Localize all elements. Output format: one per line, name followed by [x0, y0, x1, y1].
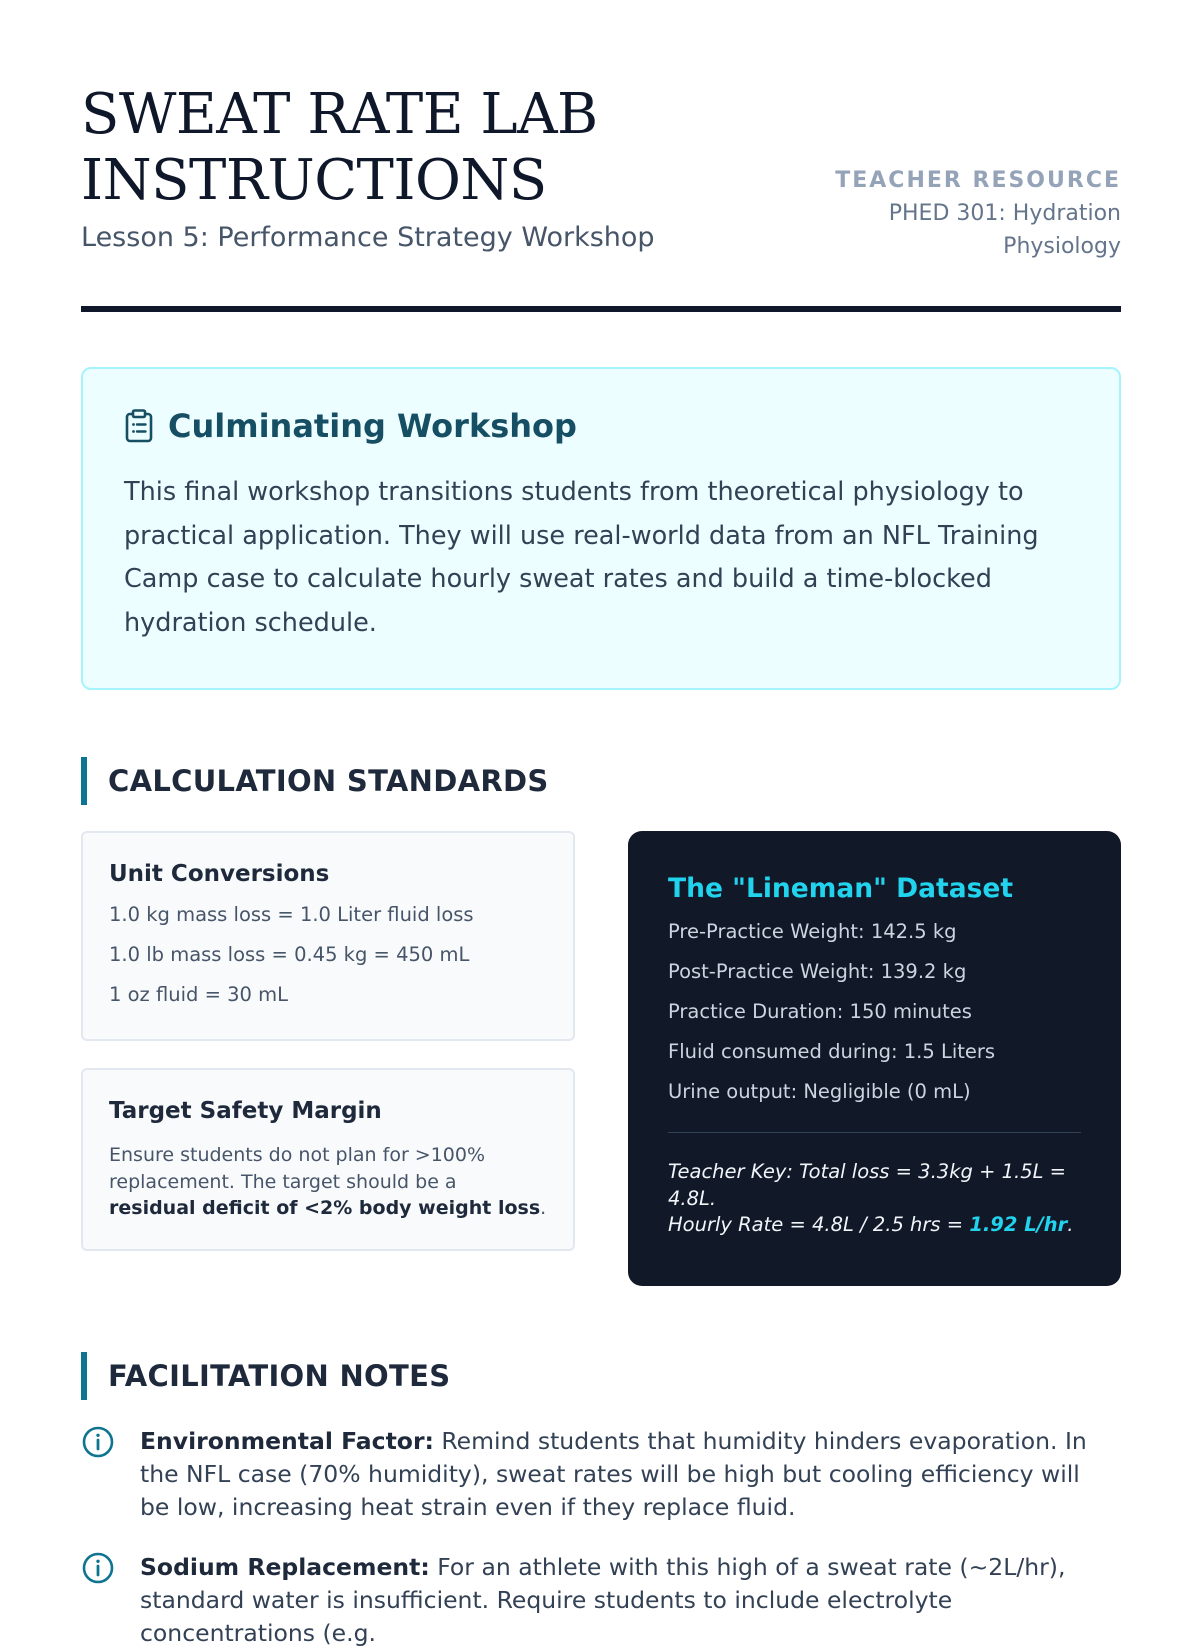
note-text [140, 1551, 1100, 1650]
info-icon [81, 1425, 115, 1459]
clipboard-icon [124, 409, 154, 443]
page-title-line1: SWEAT RATE LAB [81, 82, 598, 147]
section-title: CALCULATION STANDARDS [108, 764, 549, 798]
facilitation-notes-heading [81, 1352, 450, 1400]
hourly-rate-answer: 1.92 L/hr [969, 1213, 1068, 1236]
safety-margin-card [81, 1068, 575, 1251]
conversion-item: 1.0 lb mass loss = 0.45 kg = 450 mL [109, 943, 470, 966]
facilitation-note [81, 1425, 1121, 1524]
workshop-title: Culminating Workshop [168, 407, 577, 445]
dataset-item: Pre-Practice Weight: 142.5 kg [668, 920, 957, 943]
calculation-standards-heading [81, 757, 549, 805]
note-label: Sodium Replacement: [140, 1553, 430, 1581]
dataset-item: Fluid consumed during: 1.5 Liters [668, 1040, 996, 1063]
info-icon [81, 1551, 115, 1585]
note-label: Environmental Factor: [140, 1427, 434, 1455]
teacher-key-total: Teacher Key: Total loss = 3.3kg + 1.5L = 4.8L. [668, 1160, 1067, 1210]
section-accent-bar [81, 1352, 87, 1400]
safety-text-start: Ensure students do not plan for >100% replacement. The target should be a [109, 1144, 486, 1193]
section-title: FACILITATION NOTES [108, 1359, 451, 1393]
note-text [140, 1425, 1100, 1524]
dataset-divider [668, 1132, 1081, 1133]
safety-text-emphasis: residual deficit of <2% body weight loss [109, 1197, 541, 1219]
dataset-title: The "Lineman" Dataset [668, 873, 1013, 904]
conversion-item: 1 oz fluid = 30 mL [109, 983, 289, 1006]
page-title-line2: INSTRUCTIONS [81, 148, 547, 213]
note-body: For an athlete with this high of a sweat rate (~2L/hr), standard water is insufficient. Require students to include electrolyte concentrations (e.g. [140, 1553, 1066, 1647]
course-line2: Physiology [1003, 234, 1121, 259]
resource-info [801, 168, 1121, 263]
section-accent-bar [81, 757, 87, 805]
workshop-header [124, 407, 1078, 445]
safety-margin-text [109, 1142, 547, 1222]
teacher-key-rate: Hourly Rate = 4.8L / 2.5 hrs = [668, 1213, 970, 1236]
conversion-item: 1.0 kg mass loss = 1.0 Liter fluid loss [109, 903, 474, 926]
workshop-callout [81, 367, 1121, 690]
facilitation-note [81, 1551, 1121, 1650]
teacher-key [668, 1159, 1081, 1239]
note-body: Remind students that humidity hinders evaporation. In the NFL case (70% humidity), sweat rates will be high but cooling efficiency will be low, increasing heat strain even if they replace fluid. [140, 1427, 1087, 1521]
dataset-item: Post-Practice Weight: 139.2 kg [668, 960, 967, 983]
resource-label: TEACHER RESOURCE [835, 168, 1121, 193]
card-title: Target Safety Margin [109, 1098, 382, 1124]
workshop-description: This final workshop transitions students from theoretical physiology to practical application. They will use real-world data from an NFL Training Camp case to calculate hourly sweat rates and build a time-blocked hydration schedule. [124, 477, 1039, 638]
page-subtitle: Lesson 5: Performance Strategy Workshop [81, 222, 655, 253]
course-line1: PHED 301: Hydration [888, 201, 1121, 226]
dataset-item: Urine output: Negligible (0 mL) [668, 1080, 971, 1103]
card-title: Unit Conversions [109, 861, 330, 887]
course-name [801, 197, 1121, 263]
dataset-item: Practice Duration: 150 minutes [668, 1000, 972, 1023]
unit-conversions-card [81, 831, 575, 1041]
safety-text-end: . [540, 1197, 547, 1219]
teacher-key-end: . [1067, 1213, 1074, 1236]
lineman-dataset-panel [628, 831, 1121, 1286]
page-header [81, 82, 1121, 312]
header-divider [81, 306, 1121, 312]
page-title [81, 82, 721, 214]
